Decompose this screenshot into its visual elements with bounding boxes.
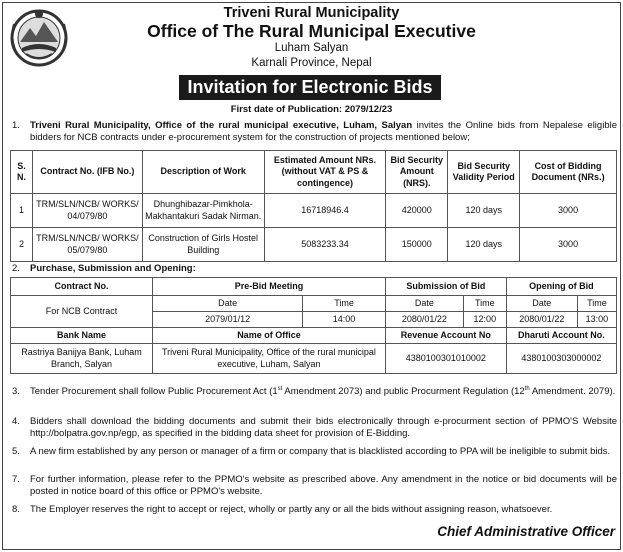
col-header: Submission of Bid <box>385 278 506 296</box>
sub-header: Time <box>577 296 616 312</box>
table-cell: 2 <box>11 228 33 262</box>
table-cell: 4380100303000002 <box>506 344 616 374</box>
col-header: Estimated Amount NRs. (without VAT & PS & contingence) <box>264 151 386 194</box>
table-header-row <box>11 151 617 194</box>
location-line-2: Karnali Province, Nepal <box>251 57 372 69</box>
bids-table <box>10 150 617 262</box>
clause-8 <box>12 504 617 516</box>
col-header: Contract No. <box>11 278 153 296</box>
clause-text: The Employer reserves the right to accept or reject, wholly or partly any or all the bids without assigning reason, whatsoever. <box>30 504 553 515</box>
col-header: Name of Office <box>153 328 386 344</box>
col-header: Bid Security Validity Period <box>448 151 520 194</box>
sub-header: Date <box>153 296 303 312</box>
table-cell: 2080/01/22 <box>385 312 463 328</box>
table-header-row <box>11 278 617 296</box>
table-cell: 420000 <box>386 194 448 228</box>
clause-1 <box>12 120 617 144</box>
superscript: st <box>277 386 283 392</box>
clause-title: Purchase, Submission and Opening: <box>30 263 196 274</box>
table-cell: TRM/SLN/NCB/ WORKS/ 04/079/80 <box>32 194 142 228</box>
superscript: th <box>524 386 530 392</box>
col-header: S. N. <box>11 151 33 194</box>
clause-text: Amendment 2073) and public Procurment Regulation (12 <box>282 386 525 398</box>
table-header-row <box>11 328 617 344</box>
clause-number: 3. <box>12 386 20 397</box>
clause-number: 4. <box>12 416 20 427</box>
clause-text: invites the Online bids from Nepalese eligible bidders for NCB contracts under e-procurement system for the construction of projects mentioned below; <box>30 120 617 143</box>
clause-lead: Triveni Rural Municipality, Office of the rural municipal executive, Luham, Salyan <box>30 120 413 131</box>
table-row <box>11 194 617 228</box>
clause-text: For further information, please refer to the PPMO's website as prescribed above. Any amendment in the notice or bid documents will be posted in notice board of this office or PPMO's website. <box>30 474 617 497</box>
sub-header: Time <box>463 296 506 312</box>
col-header: Bank Name <box>11 328 153 344</box>
table-cell: TRM/SLN/NCB/ WORKS/ 05/079/80 <box>32 228 142 262</box>
clause-4 <box>12 416 617 440</box>
clause-number: 5. <box>12 446 20 457</box>
table-cell: 150000 <box>386 228 448 262</box>
table-subheader-row <box>11 296 617 312</box>
table-cell: 4380100301010002 <box>385 344 506 374</box>
clause-3 <box>12 386 617 398</box>
notice-title-banner: Invitation for Electronic Bids <box>179 75 441 100</box>
col-header: Description of Work <box>142 151 264 194</box>
table-row <box>11 228 617 262</box>
table-cell: 16718946.4 <box>264 194 386 228</box>
table-cell: Triveni Rural Municipality, Office of the rural municipal executive, Luham, Salyan <box>153 344 386 374</box>
table-cell: 2080/01/22 <box>506 312 577 328</box>
clause-number: 7. <box>12 474 20 485</box>
clause-number: 1. <box>12 120 20 131</box>
col-header: Cost of Bidding Document (NRs.) <box>520 151 617 194</box>
publication-date: First date of Publication: 2079/12/23 <box>230 104 393 115</box>
clause-7 <box>12 474 617 498</box>
clause-text: Tender Procurement shall follow Public Procurement Act (1 <box>30 386 278 398</box>
table-cell: Construction of Girls Hostel Building <box>142 228 264 262</box>
sub-header: Date <box>506 296 577 312</box>
sub-header: Date <box>385 296 463 312</box>
contract-cell: For NCB Contract <box>11 296 153 328</box>
table-cell: 14:00 <box>303 312 386 328</box>
table-cell: Rastriya Banijya Bank, Luham Branch, Salyan <box>11 344 153 374</box>
table-cell: 3000 <box>520 194 617 228</box>
clause-number: 2. <box>12 263 20 274</box>
col-header: Dharuti Account No. <box>506 328 616 344</box>
clause-5 <box>12 446 617 458</box>
table-cell: 12:00 <box>463 312 506 328</box>
table-cell: 120 days <box>448 228 520 262</box>
col-header: Revenue Account No <box>385 328 506 344</box>
clause-text: A new firm established by any person or manager of a firm or company that is blacklisted according to PPA will be ineligible to submit bids. <box>30 446 611 457</box>
schedule-table <box>10 277 617 374</box>
table-cell: 13:00 <box>577 312 616 328</box>
clause-number: 8. <box>12 504 20 515</box>
col-header: Contract No. (IFB No.) <box>32 151 142 194</box>
table-cell: 3000 <box>520 228 617 262</box>
location-line-1: Luham Salyan <box>274 42 349 54</box>
clause-text: Bidders shall download the bidding documents and submit their bids electronically through e-procurment section of PPMO'S Website http://bolpatra.gov.np/egp, as specified in the bidding data sheet for provision of E-Bidding. <box>30 416 617 439</box>
municipality-name: Triveni Rural Municipality <box>223 5 400 21</box>
table-cell: 5083233.34 <box>264 228 386 262</box>
col-header: Opening of Bid <box>506 278 616 296</box>
office-name: Office of The Rural Municipal Executive <box>147 21 476 41</box>
col-header: Pre-Bid Meeting <box>153 278 386 296</box>
clause-2-heading <box>12 263 617 275</box>
col-header: Bid Security Amount (NRS). <box>386 151 448 194</box>
table-row <box>11 344 617 374</box>
signature-title: Chief Administrative Officer <box>437 524 615 539</box>
table-cell: 2079/01/12 <box>153 312 303 328</box>
table-cell: 1 <box>11 194 33 228</box>
table-cell: 120 days <box>448 194 520 228</box>
clause-text: Amendment. 2079). <box>529 386 616 398</box>
table-cell: Dhunghibazar-Pimkhola-Makhantakuri Sadak Nirman. <box>142 194 264 228</box>
sub-header: Time <box>303 296 386 312</box>
